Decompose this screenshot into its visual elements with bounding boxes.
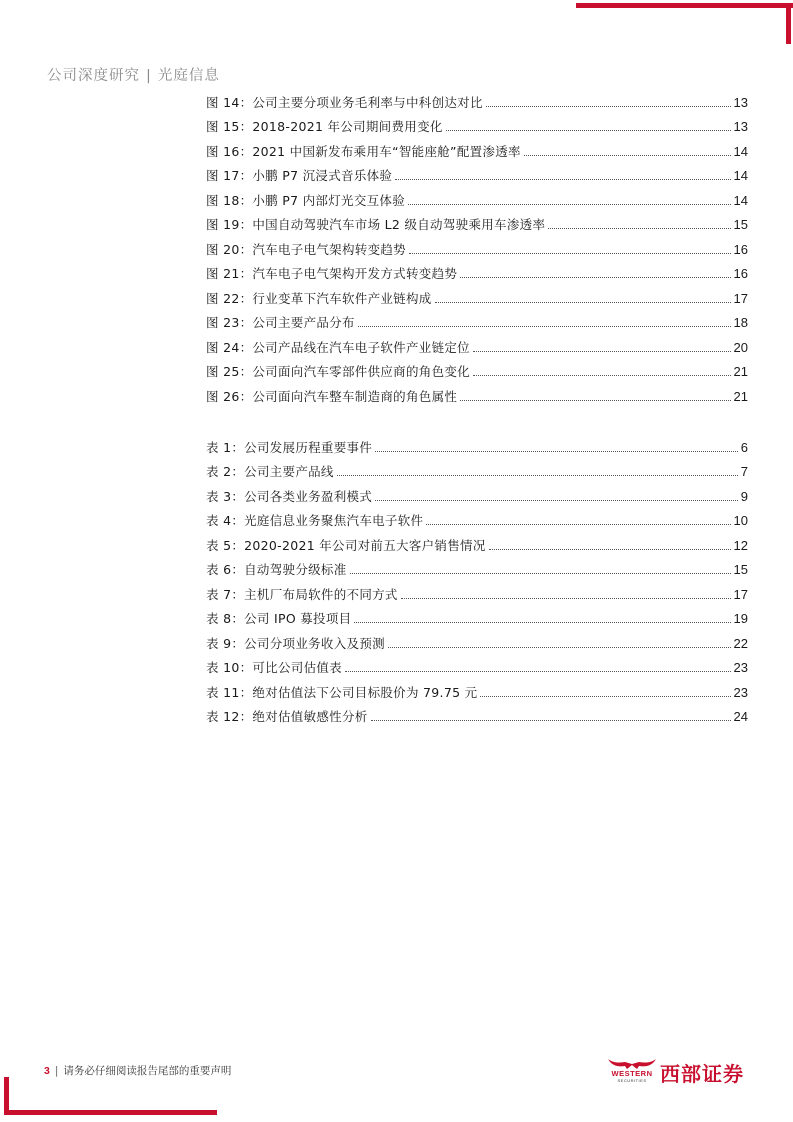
- dot-leader: [426, 524, 730, 525]
- dot-leader: [354, 622, 730, 623]
- toc-entry-page: 18: [733, 315, 748, 330]
- toc-entry-page: 22: [733, 635, 748, 651]
- toc-entry-page: 9: [740, 488, 748, 504]
- toc-entry-label: 图 19：中国自动驾驶汽车市场 L2 级自动驾驶乘用车渗透率: [206, 217, 546, 232]
- dot-leader: [345, 671, 731, 672]
- toc-entry-figure-21[interactable]: [206, 259, 748, 284]
- header-separator: |: [146, 68, 152, 84]
- corner-right-line: [786, 3, 791, 44]
- dot-leader: [401, 598, 731, 599]
- dot-leader: [460, 277, 730, 278]
- toc-entry-label: 图 24：公司产品线在汽车电子软件产业链定位: [206, 339, 470, 355]
- toc-entry-page: 13: [733, 119, 748, 134]
- toc-entry-label: 表 7：主机厂布局软件的不同方式: [206, 586, 398, 602]
- toc-entry-label: 表 3：公司各类业务盈利模式: [206, 488, 373, 504]
- toc-entry-figure-17[interactable]: [206, 161, 748, 186]
- toc-entry-label: 表 12：绝对估值敏感性分析: [206, 709, 368, 724]
- report-type: 公司深度研究: [47, 68, 140, 84]
- footer-separator: |: [54, 1065, 59, 1077]
- toc-entry-page: 14: [733, 192, 748, 208]
- bull-logo-mark: [606, 1056, 658, 1086]
- bottom-left-corner-decoration: [0, 1077, 217, 1122]
- toc-entry-label: 图 17：小鹏 P7 沉浸式音乐体验: [206, 168, 393, 183]
- toc-entry-label: 图 14：公司主要分项业务毛利率与中科创达对比: [206, 94, 483, 110]
- dot-leader: [388, 647, 731, 648]
- toc-entry-table-7[interactable]: [206, 579, 748, 604]
- logo-english-text: WESTERN: [611, 1069, 653, 1078]
- toc-entry-figure-15[interactable]: [206, 112, 748, 137]
- toc-entry-figure-20[interactable]: [206, 234, 748, 259]
- dot-leader: [337, 475, 738, 476]
- toc-entry-label: 表 9：公司分项业务收入及预测: [206, 635, 385, 651]
- company-name: 光庭信息: [157, 68, 220, 84]
- dot-leader: [375, 451, 738, 452]
- dot-leader: [375, 500, 738, 501]
- dot-leader: [350, 573, 731, 574]
- top-right-corner-decoration: [576, 0, 793, 44]
- footer-disclaimer: 请务必仔细阅读报告尾部的重要声明: [63, 1065, 232, 1077]
- table-index: [206, 432, 748, 726]
- toc-entry-page: 17: [733, 290, 748, 306]
- toc-entry-page: 20: [733, 339, 748, 355]
- toc-entry-page: 24: [733, 709, 748, 724]
- toc-entry-table-8[interactable]: [206, 604, 748, 629]
- logo-english-subtext: SECURITIES: [617, 1078, 647, 1083]
- page-footer: [44, 1063, 231, 1078]
- toc-entry-figure-22[interactable]: [206, 283, 748, 308]
- dot-leader: [489, 549, 731, 550]
- toc-entry-label: 表 2：公司主要产品线: [206, 464, 334, 479]
- toc-entry-figure-14[interactable]: [206, 87, 748, 112]
- toc-entry-table-11[interactable]: [206, 677, 748, 702]
- dot-leader: [460, 400, 730, 401]
- dot-leader: [408, 204, 731, 205]
- toc-entry-figure-24[interactable]: [206, 332, 748, 357]
- toc-entry-label: 表 8：公司 IPO 募投项目: [206, 611, 352, 626]
- toc-entry-label: 表 5：2020-2021 年公司对前五大客户销售情况: [206, 537, 486, 553]
- dot-leader: [409, 253, 731, 254]
- toc-entry-label: 图 16：2021 中国新发布乘用车“智能座舱”配置渗透率: [206, 143, 521, 159]
- dot-leader: [446, 130, 731, 131]
- page-number: 3: [44, 1065, 50, 1077]
- toc-entry-page: 17: [733, 586, 748, 602]
- toc-entry-label: 图 15：2018-2021 年公司期间费用变化: [206, 119, 443, 134]
- toc-entry-label: 图 21：汽车电子电气架构开发方式转变趋势: [206, 266, 458, 281]
- toc-entry-figure-16[interactable]: [206, 136, 748, 161]
- toc-entry-label: 表 6：自动驾驶分级标准: [206, 562, 347, 577]
- western-securities-logo: [606, 1056, 751, 1086]
- dot-leader: [435, 302, 731, 303]
- toc-entry-label: 图 22：行业变革下汽车软件产业链构成: [206, 290, 432, 306]
- toc-entry-table-9[interactable]: [206, 628, 748, 653]
- toc-entry-page: 23: [733, 660, 748, 675]
- dot-leader: [480, 696, 730, 697]
- toc-entry-figure-25[interactable]: [206, 357, 748, 382]
- toc-entry-page: 10: [733, 513, 748, 528]
- toc-entry-table-3[interactable]: [206, 481, 748, 506]
- toc-entry-figure-18[interactable]: [206, 185, 748, 210]
- toc-entry-label: 图 20：汽车电子电气架构转变趋势: [206, 241, 406, 257]
- toc-entry-table-6[interactable]: [206, 555, 748, 580]
- toc-entry-page: 15: [733, 562, 748, 577]
- dot-leader: [473, 351, 731, 352]
- toc-entry-label: 图 26：公司面向汽车整车制造商的角色属性: [206, 388, 458, 404]
- corner-top-line: [576, 3, 793, 8]
- toc-entry-page: 16: [733, 241, 748, 257]
- dot-leader: [371, 720, 731, 721]
- toc-entry-page: 14: [733, 168, 748, 183]
- dot-leader: [473, 375, 731, 376]
- toc-entry-label: 图 18：小鹏 P7 内部灯光交互体验: [206, 192, 406, 208]
- toc-entry-label: 表 1：公司发展历程重要事件: [206, 439, 373, 455]
- toc-entry-label: 表 11：绝对估值法下公司目标股价为 79.75 元: [206, 684, 478, 700]
- logo-chinese-text: 西部证券: [660, 1062, 744, 1086]
- toc-entry-table-2[interactable]: [206, 457, 748, 482]
- toc-entry-figure-23[interactable]: [206, 308, 748, 333]
- page-header: [47, 64, 220, 85]
- corner-bottom-line: [4, 1110, 217, 1115]
- toc-entry-label: 图 25：公司面向汽车零部件供应商的角色变化: [206, 364, 470, 379]
- toc-entry-page: 7: [740, 464, 748, 479]
- toc-entry-page: 19: [733, 611, 748, 626]
- toc-entry-table-10[interactable]: [206, 653, 748, 678]
- toc-entry-page: 21: [733, 364, 748, 379]
- figure-index: [206, 87, 748, 406]
- toc-entry-page: 21: [733, 388, 748, 404]
- toc-entry-table-4[interactable]: [206, 506, 748, 531]
- toc-entry-table-12[interactable]: [206, 702, 748, 727]
- toc-entry-page: 15: [733, 217, 748, 232]
- dot-leader: [395, 179, 730, 180]
- toc-entry-page: 14: [733, 143, 748, 159]
- toc-entry-table-1[interactable]: [206, 432, 748, 457]
- toc-entry-page: 12: [733, 537, 748, 553]
- toc-entry-label: 表 4：光庭信息业务聚焦汽车电子软件: [206, 513, 424, 528]
- toc-entry-page: 23: [733, 684, 748, 700]
- dot-leader: [524, 155, 731, 156]
- dot-leader: [486, 106, 731, 107]
- toc-entry-table-5[interactable]: [206, 530, 748, 555]
- toc-entry-page: 13: [733, 94, 748, 110]
- dot-leader: [548, 228, 730, 229]
- toc-entry-page: 6: [740, 439, 748, 455]
- dot-leader: [358, 326, 731, 327]
- toc-entry-page: 16: [733, 266, 748, 281]
- toc-entry-label: 图 23：公司主要产品分布: [206, 315, 355, 330]
- toc-entry-figure-26[interactable]: [206, 381, 748, 406]
- toc-entry-label: 表 10：可比公司估值表: [206, 660, 342, 675]
- toc-entry-figure-19[interactable]: [206, 210, 748, 235]
